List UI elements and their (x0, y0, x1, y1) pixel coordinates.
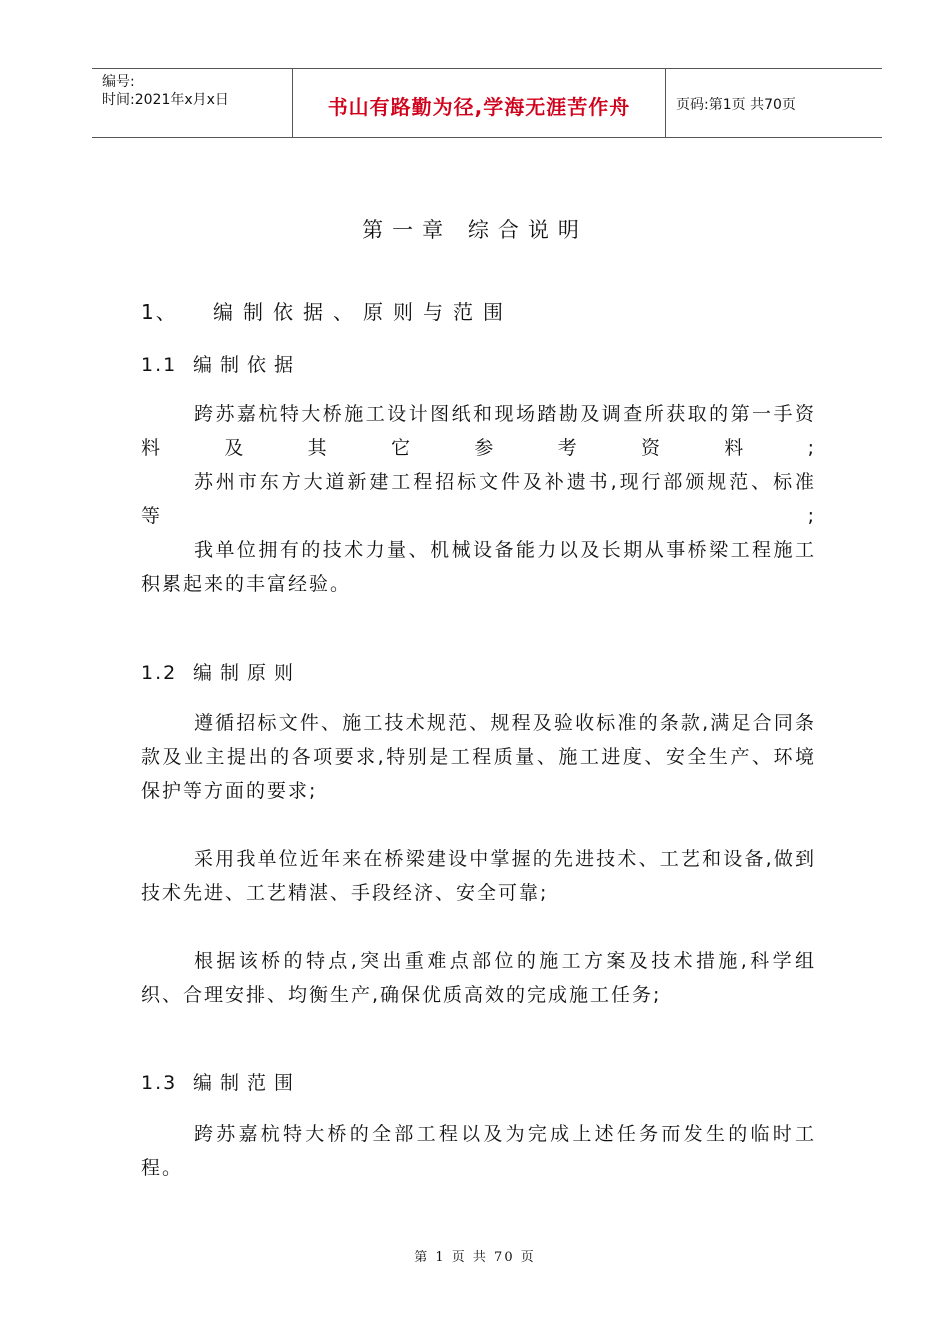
doc-time: 时间:2021年x月x日 (102, 92, 229, 108)
header-page-info: 页码:第1页 共70页 (676, 97, 796, 113)
subsection-title: 编制范围 (193, 1072, 302, 1094)
subsection-number: 1.1 (141, 354, 178, 376)
subsection-heading-1-3 (141, 1068, 301, 1095)
subsection-number: 1.2 (141, 662, 178, 684)
subsection-heading-1-1 (141, 350, 301, 377)
doc-number-label: 编号: (102, 74, 135, 90)
header-page-cell (666, 69, 882, 137)
paragraph: 跨苏嘉杭特大桥施工设计图纸和现场踏勘及调查所获取的第一手资料及其它参考资料; (141, 403, 816, 459)
paragraph: 采用我单位近年来在桥梁建设中掌握的先进技术、工艺和设备,做到技术先进、工艺精湛、手段经济、安全可靠; (141, 848, 816, 904)
subsection-number: 1.3 (141, 1072, 178, 1094)
section-title: 编制依据、原则与范围 (213, 300, 513, 324)
header-meta-cell (92, 69, 292, 137)
subsection-heading-1-2 (141, 658, 301, 685)
chapter-title: 第一章 综合说明 (362, 218, 588, 242)
page-footer: 第 1 页 共 70 页 (414, 1250, 536, 1265)
paragraph: 遵循招标文件、施工技术规范、规程及验收标准的条款,满足合同条款及业主提出的各项要求,特别是工程质量、施工进度、安全生产、环境保护等方面的要求; (141, 712, 816, 802)
subsection-title: 编制原则 (193, 662, 302, 684)
paragraph: 我单位拥有的技术力量、机械设备能力以及长期从事桥梁工程施工积累起来的丰富经验。 (141, 539, 816, 595)
paragraph: 跨苏嘉杭特大桥的全部工程以及为完成上述任务而发生的临时工程。 (141, 1123, 816, 1179)
paragraph: 根据该桥的特点,突出重难点部位的施工方案及技术措施,科学组织、合理安排、均衡生产,确保优质高效的完成施工任务; (141, 950, 816, 1006)
paragraph: 苏州市东方大道新建工程招标文件及补遗书,现行部颁规范、标准等; (141, 471, 816, 527)
section-number: 1、 (141, 300, 178, 324)
section-heading (141, 296, 513, 325)
header-motto-cell (292, 69, 666, 137)
header-motto: 书山有路勤为径,学海无涯苦作舟 (327, 95, 631, 119)
page-header (92, 68, 882, 138)
subsection-title: 编制依据 (193, 354, 302, 376)
